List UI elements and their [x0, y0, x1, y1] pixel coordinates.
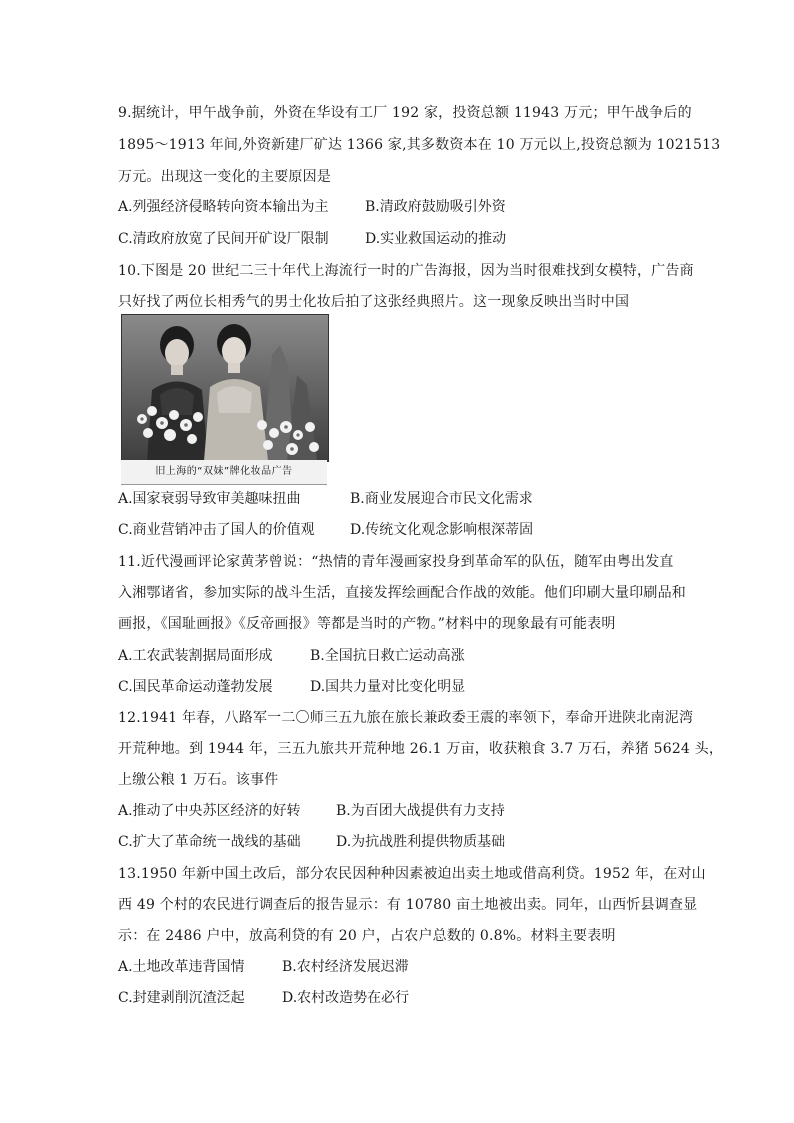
option-a: A.国家衰弱导致审美趣味扭曲 [118, 491, 301, 507]
option-c: C.商业营销冲击了国人的价值观 [118, 522, 315, 538]
question-text-line: 13.1950 年新中国土改后，部分农民因种种因素被迫出卖土地或借高利贷。1952 年，在对山 [118, 866, 706, 882]
option-a: A.列强经济侵略转向资本输出为主 [118, 199, 329, 215]
advertisement-photo [121, 314, 329, 462]
question-text-line: 12.1941 年春，八路军一二〇师三五九旅在旅长兼政委王震的率领下，奉命开进陕北南泥湾 [118, 710, 694, 726]
option-d: D.国共力量对比变化明显 [310, 679, 466, 695]
option-d: D.农村改造势在必行 [282, 990, 410, 1006]
option-a: A.工农武装割据局面形成 [118, 648, 273, 664]
question-text-line: 10.下图是 20 世纪二三十年代上海流行一时的广告海报，因为当时很难找到女模特，广告商 [118, 263, 694, 279]
option-c: C.封建剥削沉渣泛起 [118, 990, 245, 1006]
option-b: B.清政府鼓励吸引外资 [365, 199, 506, 215]
question-text-line: 西 49 个村的农民进行调查后的报告显示：有 10780 亩土地被出卖。同年，山西忻县调查显 [118, 897, 698, 913]
photo-caption: 旧上海的“双妹”牌化妆品广告 [121, 460, 327, 485]
twin-sisters-illustration [122, 315, 328, 461]
question-text-line: 万元。出现这一变化的主要原因是 [118, 169, 331, 185]
option-d: D.实业救国运动的推动 [365, 231, 507, 247]
option-a: A.土地改革违背国情 [118, 959, 245, 975]
question-text-line: 上缴公粮 1 万石。该事件 [118, 772, 279, 788]
option-c: C.扩大了革命统一战线的基础 [118, 834, 301, 850]
question-text-line: 画报，《国耻画报》《反帝画报》等都是当时的产物。”材料中的现象最有可能表明 [118, 616, 616, 632]
question-text-line: 入湘鄂诸省，参加实际的战斗生活，直接发挥绘画配合作战的效能。他们印刷大量印刷品和 [118, 585, 686, 601]
question-text-line: 只好找了两位长相秀气的男士化妆后拍了这张经典照片。这一现象反映出当时中国 [118, 294, 630, 310]
option-d: D.传统文化观念影响根深蒂固 [350, 522, 534, 538]
question-text-line: 1895～1913 年间,外资新建厂矿达 1366 家,其多数资本在 10 万元以上,投资总额为 1021513 [118, 137, 721, 153]
option-b: B.农村经济发展迟滞 [282, 959, 409, 975]
question-text-line: 9.据统计，甲午战争前，外资在华设有工厂 192 家，投资总额 11943 万元；甲午战争后的 [118, 105, 692, 121]
question-text-line: 示：在 2486 户中，放高利贷的有 20 户，占农户总数的 0.8%。材料主要表明 [118, 928, 616, 944]
option-b: B.商业发展迎合市民文化需求 [350, 491, 533, 507]
option-d: D.为抗战胜利提供物质基础 [336, 834, 506, 850]
question-text-line: 11.近代漫画评论家黄茅曾说：“热情的青年漫画家投身到革命军的队伍，随军由粤出发直 [118, 554, 674, 570]
question-text-line: 开荒种地。到 1944 年，三五九旅共开荒种地 26.1 万亩，收获粮食 3.7 万石，养猪 5624 头， [118, 741, 724, 757]
option-b: B.为百团大战提供有力支持 [336, 803, 505, 819]
option-a: A.推动了中央苏区经济的好转 [118, 803, 301, 819]
option-c: C.国民革命运动蓬勃发展 [118, 679, 273, 695]
option-b: B.全国抗日救亡运动高涨 [310, 648, 465, 664]
option-c: C.清政府放宽了民间开矿设厂限制 [118, 231, 329, 247]
